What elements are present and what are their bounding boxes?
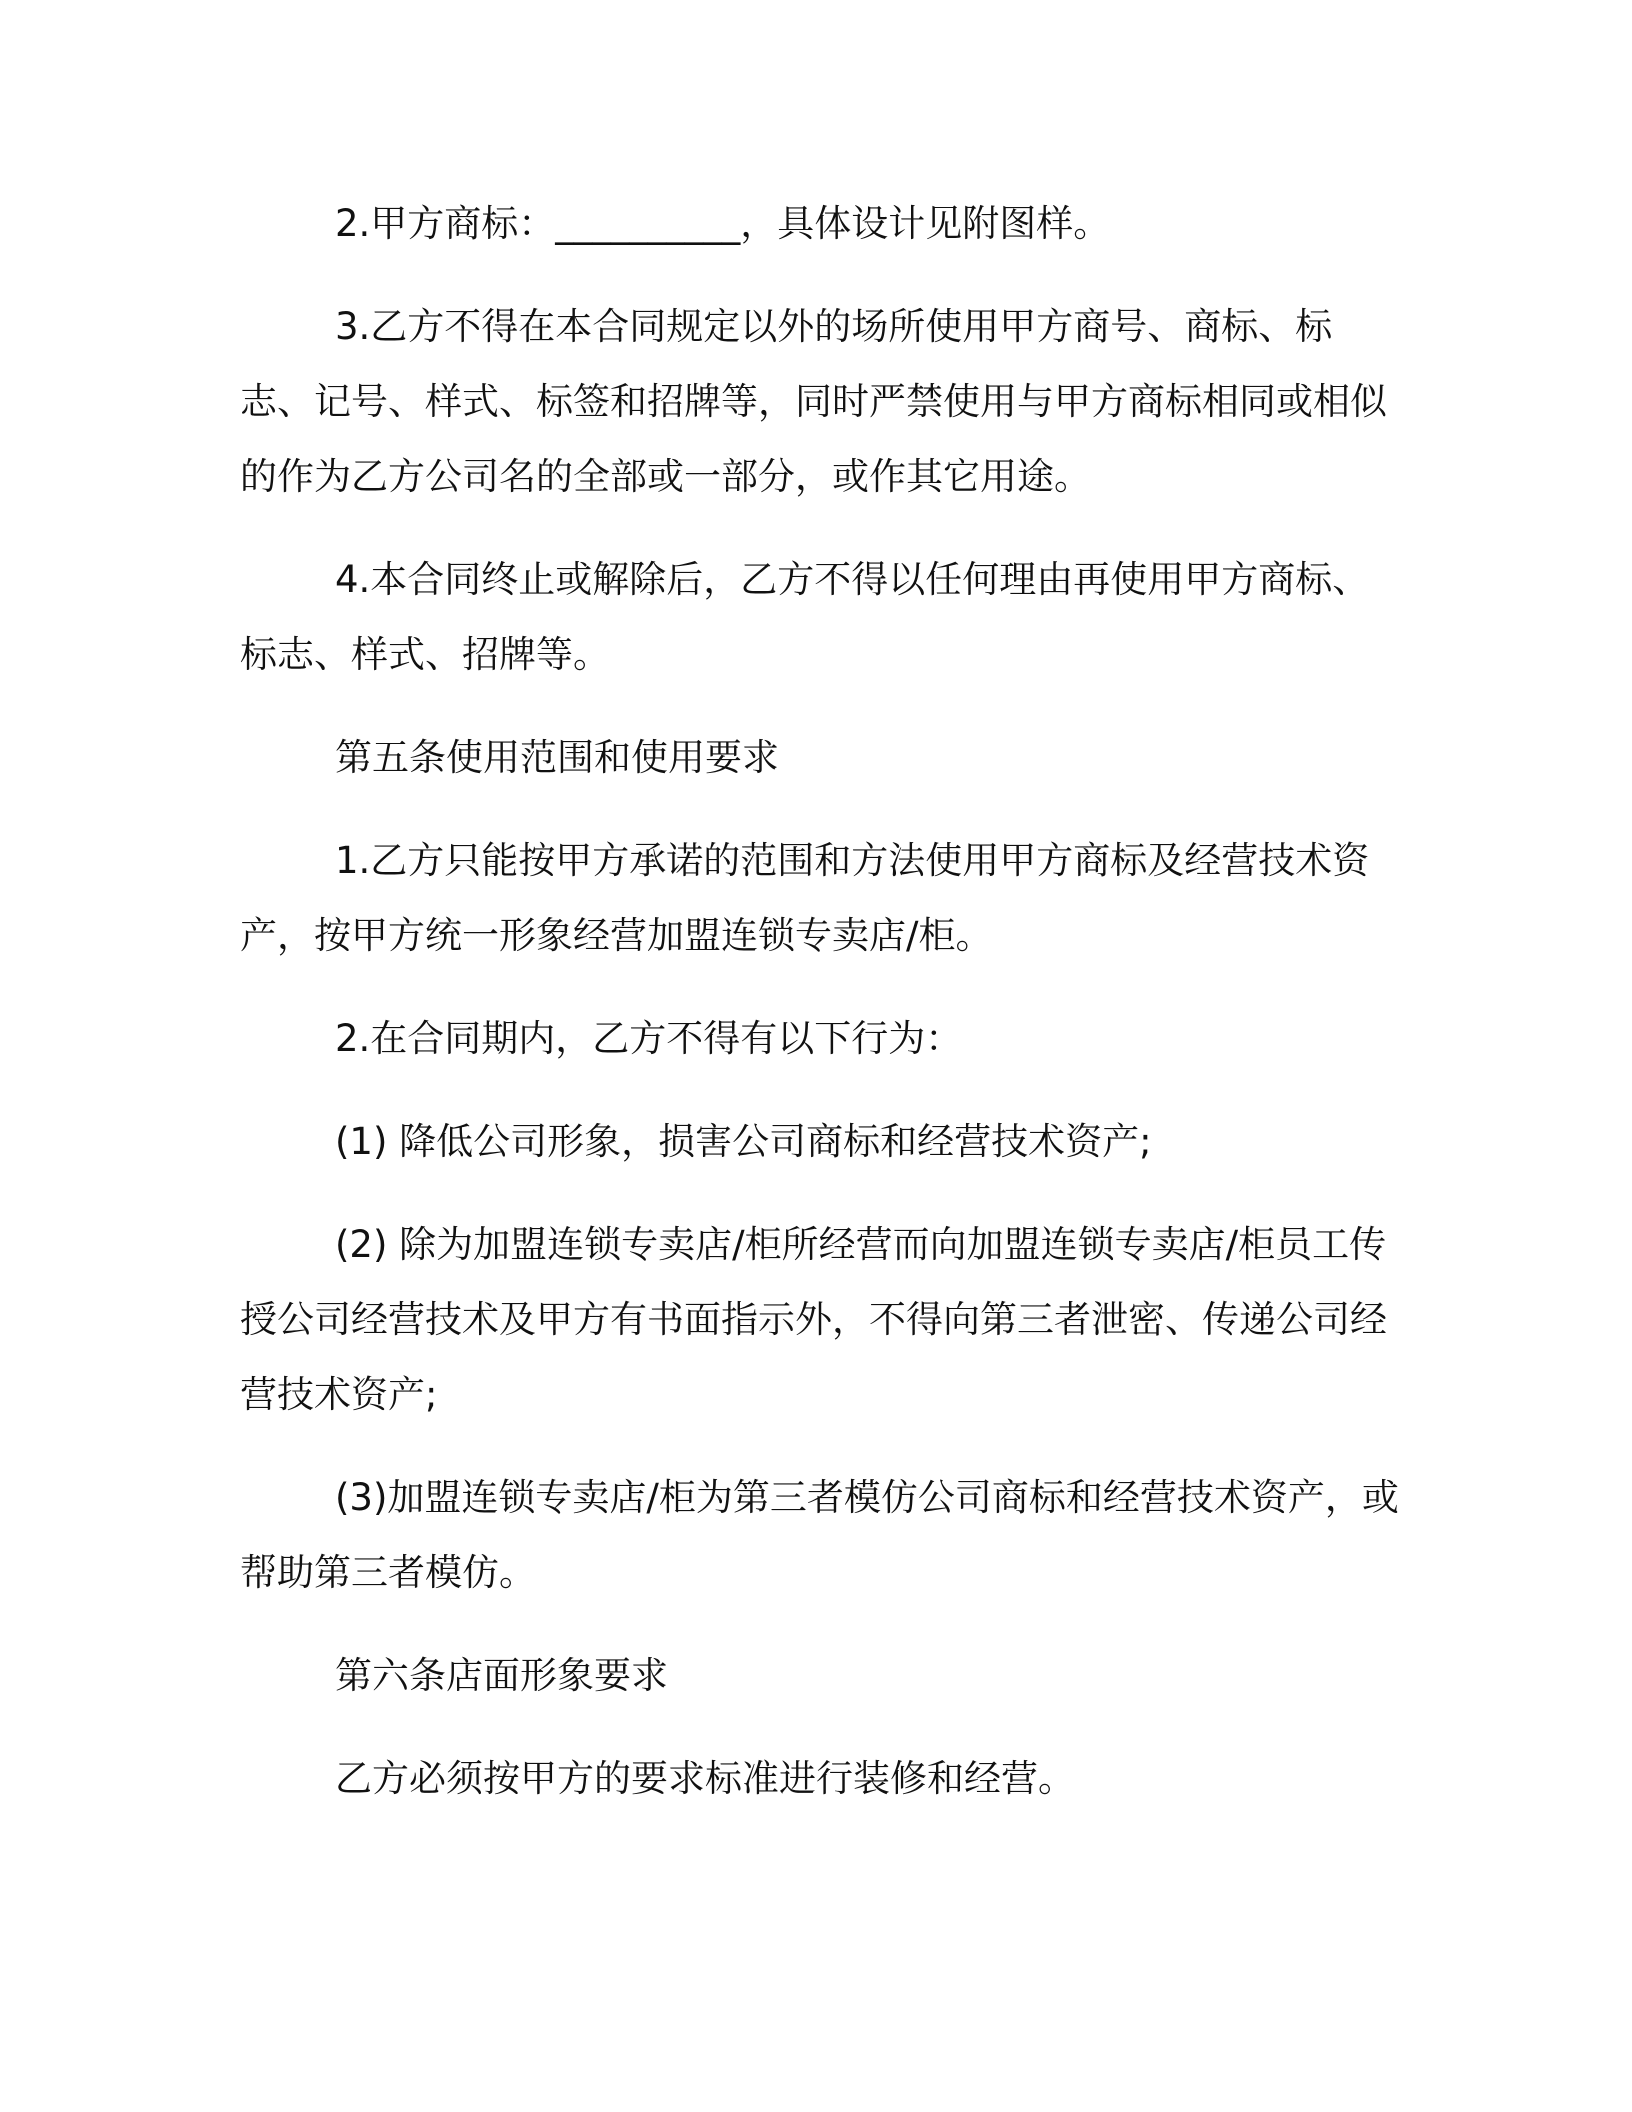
section-heading-article-5: 第五条使用范围和使用要求 xyxy=(335,736,779,779)
paragraph-trademark: 2.甲方商标：__________，具体设计见附图样。 xyxy=(335,202,1111,245)
paragraph-scope: 1.乙方只能按甲方承诺的范围和方法使用甲方商标及经营技术资产，按甲方统一形象经营加盟连锁专卖店/柜。 xyxy=(240,839,1370,957)
section-heading-article-6: 第六条店面形象要求 xyxy=(335,1654,668,1697)
paragraph-store-image: 乙方必须按甲方的要求标准进行装修和经营。 xyxy=(335,1757,1075,1800)
document-body xyxy=(240,186,1400,1844)
paragraph-usage-restriction: 3.乙方不得在本合同规定以外的场所使用甲方商号、商标、标志、记号、样式、标签和招牌等，同时严禁使用与甲方商标相同或相似的作为乙方公司名的全部或一部分，或作其它用途。 xyxy=(240,305,1387,498)
list-item-2: (2) 除为加盟连锁专卖店/柜所经营而向加盟连锁专卖店/柜员工传授公司经营技术及甲方有书面指示外，不得向第三者泄密、传递公司经营技术资产; xyxy=(240,1223,1387,1416)
paragraph-prohibited-intro: 2.在合同期内，乙方不得有以下行为： xyxy=(335,1017,963,1060)
list-item-1: (1) 降低公司形象，损害公司商标和经营技术资产; xyxy=(335,1120,1152,1163)
paragraph-termination: 4.本合同终止或解除后，乙方不得以任何理由再使用甲方商标、标志、样式、招牌等。 xyxy=(240,558,1370,676)
list-item-3: (3)加盟连锁专卖店/柜为第三者模仿公司商标和经营技术资产，或帮助第三者模仿。 xyxy=(240,1476,1399,1594)
